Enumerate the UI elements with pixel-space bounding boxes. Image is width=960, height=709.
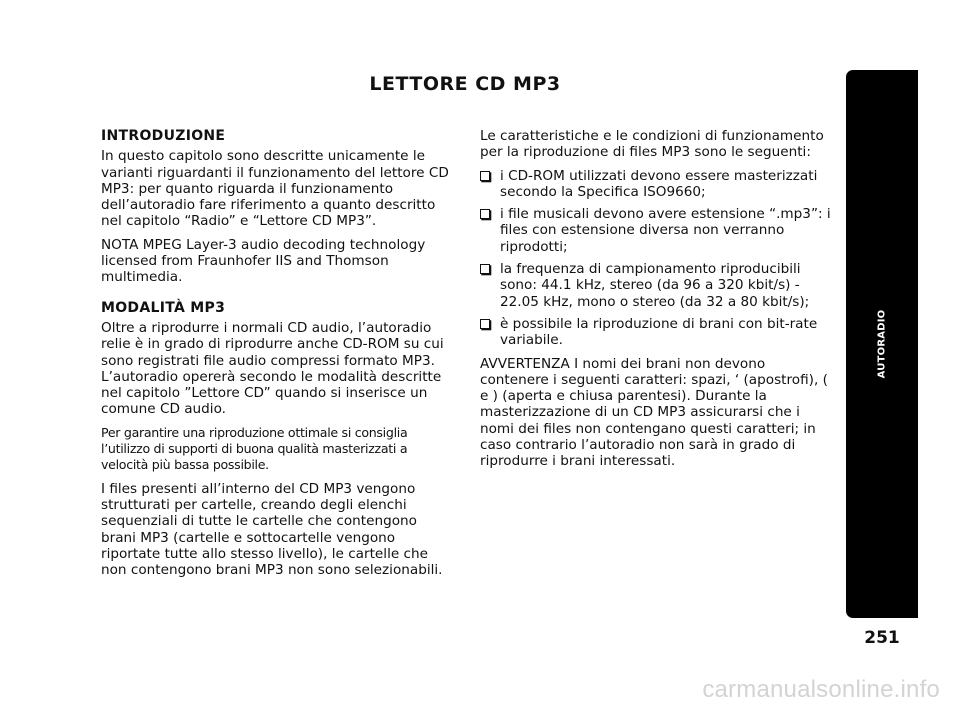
paragraph-nota: NOTA MPEG Layer-3 audio decoding technology licensed from Fraunhofer IIS and Thomson multimedia. xyxy=(101,236,426,286)
page-title: LETTORE CD MP3 xyxy=(369,73,561,95)
paragraph-cartelle: I files presenti all’interno del CD MP3 vengono strutturati per cartelle, creando degli elenchi sequenziali di tutte le cartelle che contengono brani MP3 (cartelle e sottocartelle vengono riportate tutte allo stesso livello), le cartelle che non contengono brani MP3 non sono selezionabili. xyxy=(101,480,443,579)
checkbox-bullet-icon xyxy=(480,171,490,181)
paragraph-intro: In questo capitolo sono descritte unicamente le varianti riguardanti il funzionamento del lettore CD MP3: per quanto riguarda il funzionamento dell’autoradio fare riferimento a quanto descritto nel capitolo “Radio” e “Lettore CD MP3”. xyxy=(101,148,449,230)
bullet-list xyxy=(480,168,834,349)
heading-modalita-mp3: MODALITÀ MP3 xyxy=(101,299,226,316)
section-tab-label: AUTORADIO xyxy=(876,309,888,379)
watermark: carmanualsonline.info xyxy=(702,676,940,703)
list-item-text: la frequenza di campionamento riproducibili sono: 44.1 kHz, stereo (da 96 a 320 kbit/s) - 22.05 kHz, mono o stereo (da 32 a 80 kbit/s); xyxy=(500,261,810,310)
page-number: 251 xyxy=(864,628,900,648)
checkbox-bullet-icon xyxy=(480,319,490,329)
heading-introduzione: INTRODUZIONE xyxy=(101,128,226,144)
left-column xyxy=(101,128,453,585)
list-item xyxy=(480,261,834,310)
paragraph-modalita: Oltre a riprodurre i normali CD audio, l’autoradio relie è in grado di riprodurre anche CD-ROM su cui sono registrati file audio compressi formato MP3. L’autoradio opererà secondo le modalità descritte nel capitolo ”Lettore CD” quando si inserisce un comune CD audio. xyxy=(101,319,444,418)
list-item-text: è possibile la riproduzione di brani con bit-rate variabile. xyxy=(500,315,818,349)
list-item xyxy=(480,168,834,201)
paragraph-avvertenza: AVVERTENZA I nomi dei brani non devono contenere i seguenti caratteri: spazi, ‘ (apostrofi), ( e ) (aperta e chiusa parentesi). Durante la masterizzazione di un CD MP3 assicurarsi che i nomi dei files non contengano questi caratteri; in caso contrario l’autoradio non sarà in grado di riprodurre i brani interessati. xyxy=(480,355,828,470)
paragraph-caratteristiche: Le caratteristiche e le condizioni di funzionamento per la riproduzione di files MP3 sono le seguenti: xyxy=(480,128,824,161)
right-column xyxy=(480,128,834,477)
list-item xyxy=(480,206,834,255)
section-tab xyxy=(846,70,918,618)
checkbox-bullet-icon xyxy=(480,264,490,274)
paragraph-consiglio: Per garantire una riproduzione ottimale si consiglia l’utilizzo di supporti di buona qualità masterizzati a velocità più bassa possibile. xyxy=(101,424,408,473)
list-item-text: i file musicali devono avere estensione “.mp3”: i files con estensione diversa non verranno riprodotti; xyxy=(500,206,831,255)
checkbox-bullet-icon xyxy=(480,209,490,219)
list-item-text: i CD-ROM utilizzati devono essere masterizzati secondo la Specifica ISO9660; xyxy=(500,167,818,200)
list-item xyxy=(480,316,834,349)
